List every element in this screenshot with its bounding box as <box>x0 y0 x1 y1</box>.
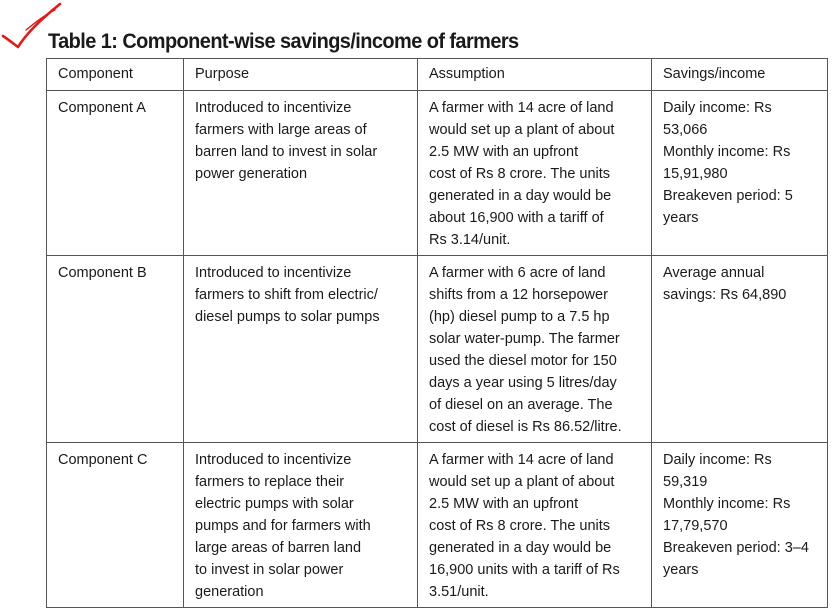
cell-text-line: Breakeven period: 3–4 <box>663 540 809 556</box>
cell-text-line: of diesel on an average. The <box>429 397 613 413</box>
cell-text-line: would set up a plant of about <box>429 122 615 138</box>
component-cell <box>47 91 184 256</box>
cell-text-line: 3.51/unit. <box>429 584 489 600</box>
component-cell <box>47 256 184 443</box>
cell-text-line: barren land to invest in solar <box>195 144 378 160</box>
cell-text-line: 2.5 MW with an upfront <box>429 144 579 160</box>
column-header-savings: Savings/income <box>652 59 828 91</box>
cell-text-line: 16,900 units with a tariff of Rs <box>429 562 620 578</box>
cell-text-line: (hp) diesel pump to a 7.5 hp <box>429 309 610 325</box>
cell-text-line: Monthly income: Rs <box>663 496 791 512</box>
table-row <box>47 443 828 608</box>
column-header-purpose: Purpose <box>184 59 418 91</box>
cell-text-line: 15,91,980 <box>663 166 728 182</box>
assumption-cell <box>418 91 652 256</box>
cell-text-line: Breakeven period: 5 <box>663 188 793 204</box>
cell-text-line: farmers to replace their <box>195 474 345 490</box>
cell-text-line: A farmer with 14 acre of land <box>429 452 614 468</box>
cell-text-line: farmers with large areas of <box>195 122 367 138</box>
cell-text-line: Component A <box>58 100 146 116</box>
component-cell <box>47 443 184 608</box>
cell-text-line: to invest in solar power <box>195 562 344 578</box>
cell-text-line: A farmer with 6 acre of land <box>429 265 606 281</box>
table-row <box>47 256 828 443</box>
cell-text-line: Introduced to incentivize <box>195 265 352 281</box>
column-header-assumption: Assumption <box>418 59 652 91</box>
table-title: Table 1: Component-wise savings/income of farmers <box>48 30 519 53</box>
cell-text-line: cost of Rs 8 crore. The units <box>429 166 611 182</box>
cell-text-line: would set up a plant of about <box>429 474 615 490</box>
cell-text-line: generation <box>195 584 264 600</box>
purpose-cell <box>184 443 418 608</box>
cell-text-line: used the diesel motor for 150 <box>429 353 617 369</box>
cell-text-line: electric pumps with solar <box>195 496 354 512</box>
cell-text-line: cost of Rs 8 crore. The units <box>429 518 611 534</box>
savings-cell <box>652 91 828 256</box>
cell-text-line: A farmer with 14 acre of land <box>429 100 614 116</box>
cell-text-line: Introduced to incentivize <box>195 452 352 468</box>
cell-text-line: cost of diesel is Rs 86.52/litre. <box>429 419 622 435</box>
cell-text-line: shifts from a 12 horsepower <box>429 287 608 303</box>
cell-text-line: savings: Rs 64,890 <box>663 287 787 303</box>
cell-text-line: years <box>663 210 699 226</box>
cell-text-line: solar water-pump. The farmer <box>429 331 620 347</box>
purpose-cell <box>184 256 418 443</box>
table-row <box>47 91 828 256</box>
assumption-cell <box>418 256 652 443</box>
cell-text-line: 59,319 <box>663 474 708 490</box>
cell-text-line: Introduced to incentivize <box>195 100 352 116</box>
purpose-cell <box>184 91 418 256</box>
cell-text-line: large areas of barren land <box>195 540 362 556</box>
cell-text-line: years <box>663 562 699 578</box>
cell-text-line: Daily income: Rs <box>663 100 772 116</box>
cell-text-line: generated in a day would be <box>429 188 612 204</box>
cell-text-line: Component B <box>58 265 147 281</box>
cell-text-line: Rs 3.14/unit. <box>429 232 511 248</box>
cell-text-line: pumps and for farmers with <box>195 518 371 534</box>
table-header-row <box>47 59 828 91</box>
cell-text-line: power generation <box>195 166 308 182</box>
cell-text-line: generated in a day would be <box>429 540 612 556</box>
cell-text-line: 17,79,570 <box>663 518 728 534</box>
cell-text-line: 2.5 MW with an upfront <box>429 496 579 512</box>
assumption-cell <box>418 443 652 608</box>
cell-text-line: farmers to shift from electric/ <box>195 287 378 303</box>
cell-text-line: Average annual <box>663 265 765 281</box>
cell-text-line: diesel pumps to solar pumps <box>195 309 380 325</box>
cell-text-line: days a year using 5 litres/day <box>429 375 617 391</box>
savings-cell <box>652 256 828 443</box>
savings-table <box>46 58 828 608</box>
savings-cell <box>652 443 828 608</box>
column-header-component: Component <box>47 59 184 91</box>
cell-text-line: 53,066 <box>663 122 708 138</box>
cell-text-line: Daily income: Rs <box>663 452 772 468</box>
cell-text-line: Component C <box>58 452 148 468</box>
cell-text-line: about 16,900 with a tariff of <box>429 210 604 226</box>
cell-text-line: Monthly income: Rs <box>663 144 791 160</box>
